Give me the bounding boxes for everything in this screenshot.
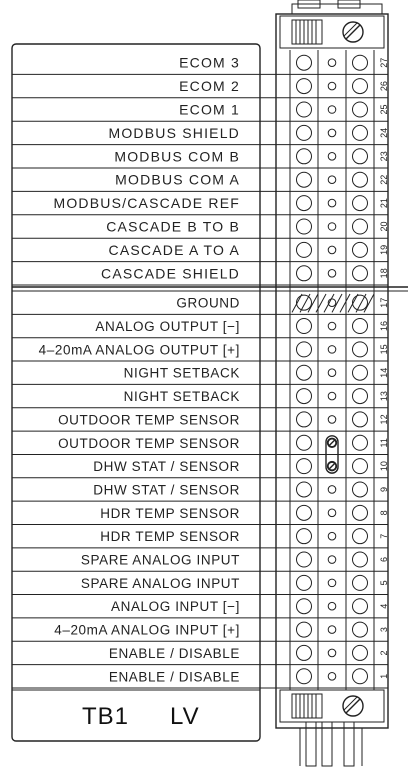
terminal-row-2 xyxy=(12,645,389,664)
wire-entry-icon xyxy=(297,342,312,357)
terminal-row-4 xyxy=(12,599,389,618)
test-point-icon xyxy=(328,602,336,610)
terminal-row-27 xyxy=(12,55,389,75)
terminal-label: MODBUS SHIELD xyxy=(108,124,240,141)
terminal-number: 11 xyxy=(379,438,389,448)
terminal-label: ANALOG OUTPUT [−] xyxy=(95,319,240,335)
terminal-row-21 xyxy=(12,195,389,215)
test-point-icon xyxy=(328,176,336,184)
terminal-row-6 xyxy=(12,552,389,571)
test-point-icon xyxy=(328,532,336,540)
screw-terminal-icon xyxy=(353,459,368,474)
terminal-row-19 xyxy=(12,242,389,262)
test-point-icon xyxy=(328,509,336,517)
wire-entry-icon xyxy=(297,196,312,211)
terminal-number: 16 xyxy=(379,321,389,332)
test-point-icon xyxy=(328,270,336,278)
wire-entry-icon xyxy=(297,622,312,637)
wire-entry-icon xyxy=(297,459,312,474)
terminal-row-25 xyxy=(12,102,389,122)
wire-entry-icon xyxy=(297,669,312,684)
screw-terminal-icon xyxy=(353,266,368,281)
terminal-row-22 xyxy=(12,172,389,192)
wire-entry-icon xyxy=(297,79,312,94)
terminal-number: 18 xyxy=(379,268,389,279)
terminal-row-13 xyxy=(12,389,389,408)
screw-terminal-icon xyxy=(353,529,368,544)
terminal-label: HDR TEMP SENSOR xyxy=(100,505,240,521)
terminal-number: 23 xyxy=(379,151,389,162)
terminal-number: 2 xyxy=(379,650,389,656)
terminal-number: 12 xyxy=(379,414,389,425)
screw-terminal-icon xyxy=(353,435,368,450)
screw-terminal-icon xyxy=(353,505,368,520)
terminal-number: 25 xyxy=(379,104,389,115)
wire-entry-icon xyxy=(297,599,312,614)
terminal-label: MODBUS/CASCADE REF xyxy=(53,195,240,212)
terminal-label: 4–20mA ANALOG INPUT [+] xyxy=(54,622,240,638)
test-point-icon xyxy=(328,129,336,137)
voltage-label: LV xyxy=(170,703,200,730)
test-point-icon xyxy=(328,82,336,90)
test-point-icon xyxy=(328,649,336,657)
screw-terminal-icon xyxy=(353,102,368,117)
terminal-label: HDR TEMP SENSOR xyxy=(100,529,240,545)
upper-terminal-rows xyxy=(12,55,389,285)
test-point-icon xyxy=(328,59,336,67)
terminal-label: NIGHT SETBACK xyxy=(123,365,240,381)
terminal-row-8 xyxy=(12,505,389,524)
test-point-icon xyxy=(328,672,336,680)
wire-entry-icon xyxy=(297,505,312,520)
terminal-label: ENABLE / DISABLE xyxy=(108,669,240,685)
terminal-label: ECOM 3 xyxy=(179,54,240,71)
test-point-icon xyxy=(328,416,336,424)
screw-terminal-icon xyxy=(353,55,368,70)
terminal-label: DHW STAT / SENSOR xyxy=(93,482,240,498)
terminal-label: DHW STAT / SENSOR xyxy=(93,459,240,475)
terminal-row-23 xyxy=(12,148,389,168)
wire-entry-icon xyxy=(297,482,312,497)
screw-terminal-icon xyxy=(353,125,368,140)
screw-terminal-icon xyxy=(353,552,368,567)
test-point-icon xyxy=(328,322,336,330)
wire-entry-icon xyxy=(297,389,312,404)
terminal-row-24 xyxy=(12,125,389,145)
test-point-icon xyxy=(328,579,336,587)
terminal-label: ECOM 2 xyxy=(179,78,240,95)
terminal-row-7 xyxy=(12,529,389,548)
terminal-label: NIGHT SETBACK xyxy=(123,389,240,405)
terminal-label: CASCADE B TO B xyxy=(106,218,240,235)
terminal-label: GROUND xyxy=(176,295,240,311)
screw-terminal-icon xyxy=(353,79,368,94)
wire-entry-icon xyxy=(297,172,312,187)
screw-terminal-icon xyxy=(353,412,368,427)
screw-terminal-icon xyxy=(353,669,368,684)
wire-entry-icon xyxy=(297,575,312,590)
wire-entry-icon xyxy=(297,435,312,450)
screw-terminal-icon xyxy=(353,219,368,234)
terminal-number: 1 xyxy=(379,673,389,679)
test-point-icon xyxy=(328,486,336,494)
test-point-icon xyxy=(328,626,336,634)
wire-entry-icon xyxy=(297,102,312,117)
terminal-number: 20 xyxy=(379,221,389,232)
terminal-number: 26 xyxy=(379,81,389,92)
wire-entry-icon xyxy=(297,219,312,234)
terminal-label: OUTDOOR TEMP SENSOR xyxy=(58,412,240,428)
test-point-icon xyxy=(328,199,336,207)
terminal-number: 14 xyxy=(379,367,389,378)
terminal-number: 3 xyxy=(379,627,389,633)
terminal-number: 4 xyxy=(379,603,389,609)
terminal-number: 15 xyxy=(379,344,389,355)
terminal-number: 21 xyxy=(379,198,389,209)
wire-entry-icon xyxy=(297,295,312,310)
terminal-number: 7 xyxy=(379,533,389,539)
terminal-number: 6 xyxy=(379,557,389,563)
wire-entry-icon xyxy=(297,55,312,70)
wire-entry-icon xyxy=(297,552,312,567)
screw-terminal-icon xyxy=(353,295,368,310)
lower-terminal-rows xyxy=(12,294,389,688)
test-point-icon xyxy=(328,153,336,161)
terminal-number: 10 xyxy=(379,461,389,472)
test-point-icon xyxy=(328,556,336,564)
terminal-row-1 xyxy=(12,669,389,688)
terminal-row-3 xyxy=(12,622,389,641)
terminal-row-12 xyxy=(12,412,389,431)
test-point-icon xyxy=(328,346,336,354)
screw-terminal-icon xyxy=(353,389,368,404)
wire-entry-icon xyxy=(297,645,312,660)
terminal-number: 19 xyxy=(379,244,389,255)
terminal-label: ECOM 1 xyxy=(179,101,240,118)
terminal-label: CASCADE SHIELD xyxy=(101,265,240,282)
screw-terminal-icon xyxy=(353,196,368,211)
wire-entry-icon xyxy=(297,266,312,281)
terminal-number: 22 xyxy=(379,174,389,185)
top-clamp xyxy=(280,0,384,48)
test-point-icon xyxy=(328,223,336,231)
screw-terminal-icon xyxy=(353,319,368,334)
terminal-label: CASCADE A TO A xyxy=(108,241,240,258)
terminal-number: 8 xyxy=(379,510,389,516)
terminal-label: SPARE ANALOG INPUT xyxy=(80,552,240,568)
screw-terminal-icon xyxy=(353,622,368,637)
wire-entry-icon xyxy=(297,125,312,140)
screw-terminal-icon xyxy=(353,149,368,164)
terminal-row-9 xyxy=(12,482,389,501)
terminal-label: OUTDOOR TEMP SENSOR xyxy=(58,435,240,451)
terminal-number: 13 xyxy=(379,391,389,402)
terminal-label: MODBUS COM A xyxy=(115,171,240,188)
test-point-icon xyxy=(328,369,336,377)
terminal-row-16 xyxy=(12,319,389,338)
screw-terminal-icon xyxy=(353,599,368,614)
terminal-row-26 xyxy=(12,78,389,98)
test-point-icon xyxy=(328,246,336,254)
test-point-icon xyxy=(328,392,336,400)
terminal-number: 9 xyxy=(379,486,389,492)
terminal-number: 24 xyxy=(379,127,389,138)
screw-terminal-icon xyxy=(353,342,368,357)
terminal-row-20 xyxy=(12,219,389,239)
terminal-number: 17 xyxy=(379,297,389,308)
terminal-label: ANALOG INPUT [−] xyxy=(110,599,240,615)
screw-terminal-icon xyxy=(353,242,368,257)
terminal-number: 27 xyxy=(379,57,389,68)
terminal-row-15 xyxy=(12,342,389,361)
screw-terminal-icon xyxy=(353,482,368,497)
wire-entry-icon xyxy=(297,412,312,427)
block-title: TB1 xyxy=(82,703,130,730)
screw-terminal-icon xyxy=(353,645,368,660)
terminal-label: MODBUS COM B xyxy=(114,148,240,165)
terminal-label: SPARE ANALOG INPUT xyxy=(80,575,240,591)
screw-terminal-icon xyxy=(353,575,368,590)
terminal-label: ENABLE / DISABLE xyxy=(108,645,240,661)
wire-entry-icon xyxy=(297,319,312,334)
terminal-row-18 xyxy=(12,265,389,285)
screw-terminal-icon xyxy=(353,172,368,187)
terminal-label: 4–20mA ANALOG OUTPUT [+] xyxy=(38,342,240,358)
wire-entry-icon xyxy=(297,365,312,380)
test-point-icon xyxy=(328,106,336,114)
terminal-row-14 xyxy=(12,365,389,384)
terminal-row-5 xyxy=(12,575,389,594)
wire-entry-icon xyxy=(297,242,312,257)
terminal-number: 5 xyxy=(379,580,389,586)
screw-terminal-icon xyxy=(353,365,368,380)
wire-entry-icon xyxy=(297,529,312,544)
wire-entry-icon xyxy=(297,149,312,164)
